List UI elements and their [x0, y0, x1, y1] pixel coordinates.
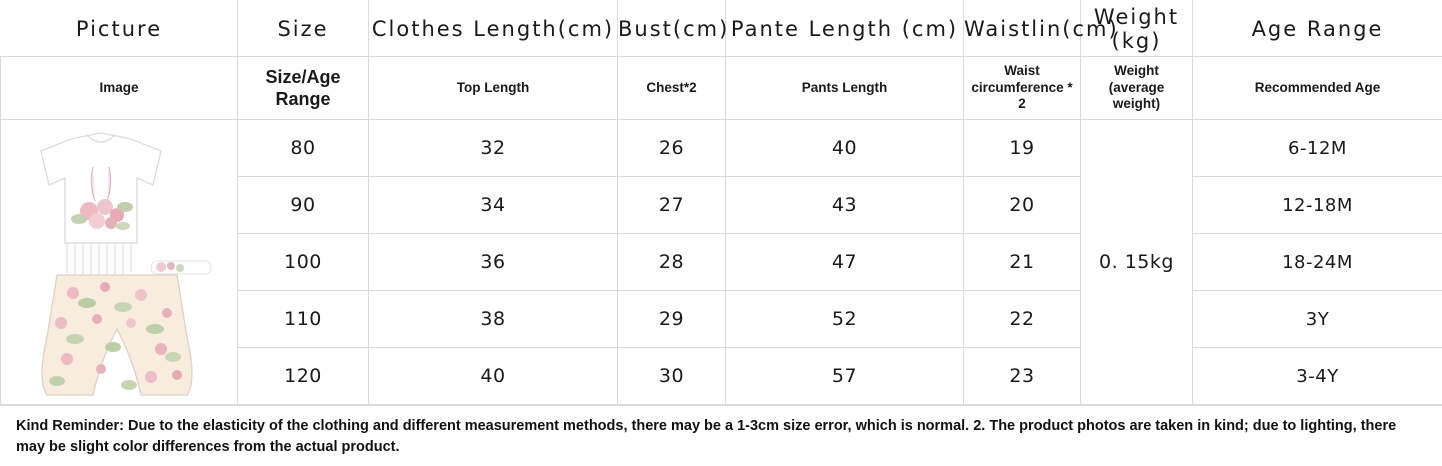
- cell-age: 18-24M: [1193, 234, 1442, 291]
- cell-pants-length: 40: [726, 120, 964, 177]
- cell-age: 3-4Y: [1193, 348, 1442, 405]
- cell-chest: 27: [618, 177, 726, 234]
- cell-chest: 29: [618, 291, 726, 348]
- header-picture: Picture: [1, 1, 238, 57]
- table-header-sub-row: [1, 57, 1442, 120]
- cell-top-length: 38: [369, 291, 618, 348]
- subheader-weight-average: Weight (average weight): [1081, 57, 1193, 120]
- cell-waist: 21: [964, 234, 1081, 291]
- cell-size: 80: [238, 120, 369, 177]
- cell-chest: 26: [618, 120, 726, 177]
- subheader-chest: Chest*2: [618, 57, 726, 120]
- cell-waist: 23: [964, 348, 1081, 405]
- cell-weight: 0. 15kg: [1081, 120, 1193, 405]
- cell-chest: 30: [618, 348, 726, 405]
- cell-size: 100: [238, 234, 369, 291]
- cell-size: 120: [238, 348, 369, 405]
- subheader-waist-circumference: Waist circumference * 2: [964, 57, 1081, 120]
- subheader-recommended-age: Recommended Age: [1193, 57, 1442, 120]
- product-image: [1, 123, 236, 401]
- header-waistline: Waistlin(cm): [964, 1, 1081, 57]
- cell-age: 3Y: [1193, 291, 1442, 348]
- header-size: Size: [238, 1, 369, 57]
- header-bust: Bust(cm): [618, 1, 726, 57]
- kind-reminder-note: Kind Reminder: Due to the elasticity of the clothing and different measurement methods, there may be a 1-3cm size error, which is normal. 2. The product photos are taken in kind; due to lighting, there may be slight color differences from the actual product.: [0, 405, 1442, 466]
- subheader-top-length: Top Length: [369, 57, 618, 120]
- cell-size: 90: [238, 177, 369, 234]
- table-header-main-row: [1, 1, 1442, 57]
- cell-pants-length: 47: [726, 234, 964, 291]
- cell-waist: 19: [964, 120, 1081, 177]
- header-clothes-length: Clothes Length(cm): [369, 1, 618, 57]
- cell-size: 110: [238, 291, 369, 348]
- cell-pants-length: 52: [726, 291, 964, 348]
- cell-chest: 28: [618, 234, 726, 291]
- cell-waist: 20: [964, 177, 1081, 234]
- subheader-size-age-range: Size/Age Range: [238, 57, 369, 120]
- cell-top-length: 34: [369, 177, 618, 234]
- cell-age: 6-12M: [1193, 120, 1442, 177]
- header-pants-length: Pante Length (cm): [726, 1, 964, 57]
- cell-top-length: 36: [369, 234, 618, 291]
- cell-waist: 22: [964, 291, 1081, 348]
- subheader-image: Image: [1, 57, 238, 120]
- cell-pants-length: 43: [726, 177, 964, 234]
- cell-top-length: 32: [369, 120, 618, 177]
- product-image-cell: [1, 120, 238, 405]
- cell-top-length: 40: [369, 348, 618, 405]
- cell-age: 12-18M: [1193, 177, 1442, 234]
- header-age-range: Age Range: [1193, 1, 1442, 57]
- cell-pants-length: 57: [726, 348, 964, 405]
- header-weight: Weight (kg): [1081, 1, 1193, 57]
- table-row: [1, 120, 1442, 177]
- subheader-pants-length: Pants Length: [726, 57, 964, 120]
